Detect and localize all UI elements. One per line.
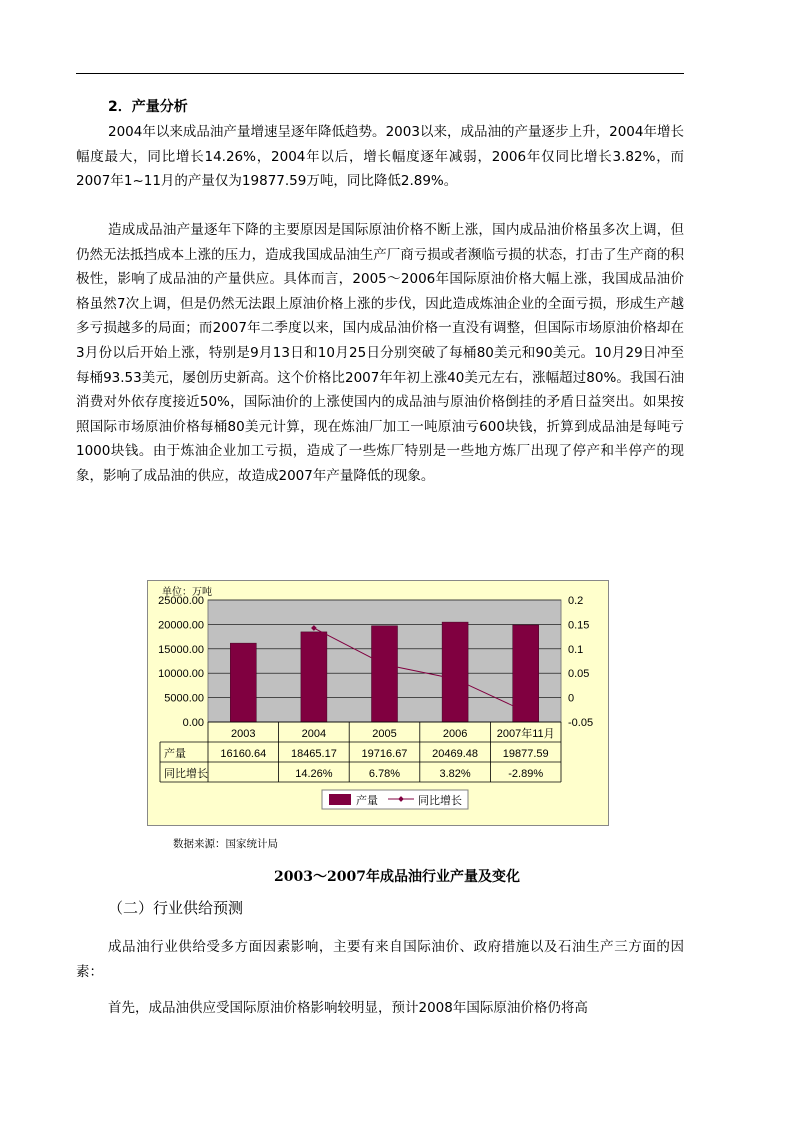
source-note: 数据来源：国家统计局 bbox=[173, 838, 278, 850]
table-series-name: 同比增长 bbox=[164, 768, 208, 780]
table-value-production: 18465.17 bbox=[290, 748, 337, 760]
y-right-tick-label: 0.1 bbox=[568, 643, 584, 656]
y-right-tick-label: 0.15 bbox=[568, 619, 590, 632]
y-left-tick-label: 15000.00 bbox=[158, 643, 204, 656]
paragraph-oil-price-impact: 首先，成品油供应受国际原油价格影响较明显，预计2008年国际原油价格仍将高 bbox=[108, 1000, 588, 1016]
production-chart-svg bbox=[148, 581, 608, 825]
header-rule bbox=[76, 73, 684, 74]
paragraph-production-trend: 2004年以来成品油产量增速呈逐年降低趋势。2003以来，成品油的产量逐步上升，2004年增长幅度最大，同比增长14.26%，2004年以后，增长幅度逐年减弱，2006年仅同比增长3.82%，而2007年1~11月的产量仅为19877.59万吨，同比降低2.89%。 bbox=[76, 124, 684, 190]
y-right-tick-label: 0.05 bbox=[568, 668, 590, 681]
legend-label: 产量 bbox=[356, 795, 378, 807]
y-left-tick-label: 25000.00 bbox=[158, 595, 204, 607]
table-value-growth: 14.26% bbox=[295, 768, 333, 780]
y-unit-label: 单位：万吨 bbox=[162, 587, 212, 598]
bar-2004 bbox=[301, 632, 327, 722]
table-series-name: 产量 bbox=[164, 748, 186, 760]
production-chart bbox=[147, 580, 609, 826]
subheading-supply-forecast: （二）行业供给预测 bbox=[108, 899, 244, 917]
table-value-production: 19877.59 bbox=[502, 748, 549, 760]
legend-label: 同比增长 bbox=[418, 795, 462, 807]
table-value-production: 20469.48 bbox=[432, 748, 479, 760]
x-category-label: 2007年11月 bbox=[496, 728, 555, 740]
legend-swatch-bar bbox=[329, 794, 351, 805]
y-right-tick-label: 0 bbox=[568, 692, 575, 705]
y-left-tick-label: 10000.00 bbox=[158, 668, 204, 681]
y-right-tick-label: -0.05 bbox=[568, 717, 594, 729]
y-right-tick-label: 0.2 bbox=[568, 595, 584, 607]
bar-2003 bbox=[230, 643, 256, 722]
y-left-tick-label: 5000.00 bbox=[164, 692, 204, 705]
table-value-production: 16160.64 bbox=[220, 748, 267, 760]
table-value-growth: 3.82% bbox=[439, 768, 471, 780]
y-left-tick-label: 0.00 bbox=[182, 717, 204, 729]
y-left-tick-label: 20000.00 bbox=[158, 619, 204, 632]
chart-caption: 2003～2007年成品油行业产量及变化 bbox=[274, 869, 520, 885]
x-category-label: 2003 bbox=[231, 728, 256, 740]
table-value-production: 19716.67 bbox=[361, 748, 408, 760]
table-value-growth: 6.78% bbox=[368, 768, 401, 780]
section-title: 2．产量分析 bbox=[108, 99, 188, 115]
x-category-label: 2006 bbox=[442, 728, 468, 740]
bar-2006 bbox=[442, 622, 468, 722]
table-value-growth: -2.89% bbox=[508, 768, 544, 780]
paragraph-supply-factors: 成品油行业供给受多方面因素影响，主要有来自国际油价、政府措施以及石油生产三方面的因素： bbox=[76, 939, 684, 980]
x-category-label: 2004 bbox=[301, 728, 327, 740]
paragraph-decline-reasons: 造成成品油产量逐年下降的主要原因是国际原油价格不断上涨，国内成品油价格虽多次上调，但仍然无法抵挡成本上涨的压力，造成我国成品油生产厂商亏损或者濒临亏损的状态，打击了生产商的积极性，影响了成品油的产量供应。具体而言，2005～2006年国际原油价格大幅上涨，我国成品油价格虽然7次上调，但是仍然无法跟上原油价格上涨的步伐，因此造成炼油企业的全面亏损，形成生产越多亏损越多的局面；而2007年二季度以来，国内成品油价格一直没有调整，但国际市场原油价格却在3月份以后开始上涨，特别是9月13日和10月25日分别突破了每桶80美元和90美元。10月29日冲至每桶93.53美元，屡创历史新高。这个价格比2007年年初上涨40美元左右，涨幅超过80%。我国石油消费对外依存度接近50%，国际油价的上涨使国内的成品油与原油价格倒挂的矛盾日益突出。如果按照国际市场原油价格每桶80美元计算，现在炼油厂加工一吨原油亏600块钱，折算到成品油是每吨亏1000块钱。由于炼油企业加工亏损，造成了一些炼厂特别是一些地方炼厂出现了停产和半停产的现象，影响了成品油的供应，故造成2007年产量降低的现象。 bbox=[76, 222, 684, 484]
bar-2005 bbox=[372, 626, 398, 722]
x-category-label: 2005 bbox=[372, 728, 397, 740]
